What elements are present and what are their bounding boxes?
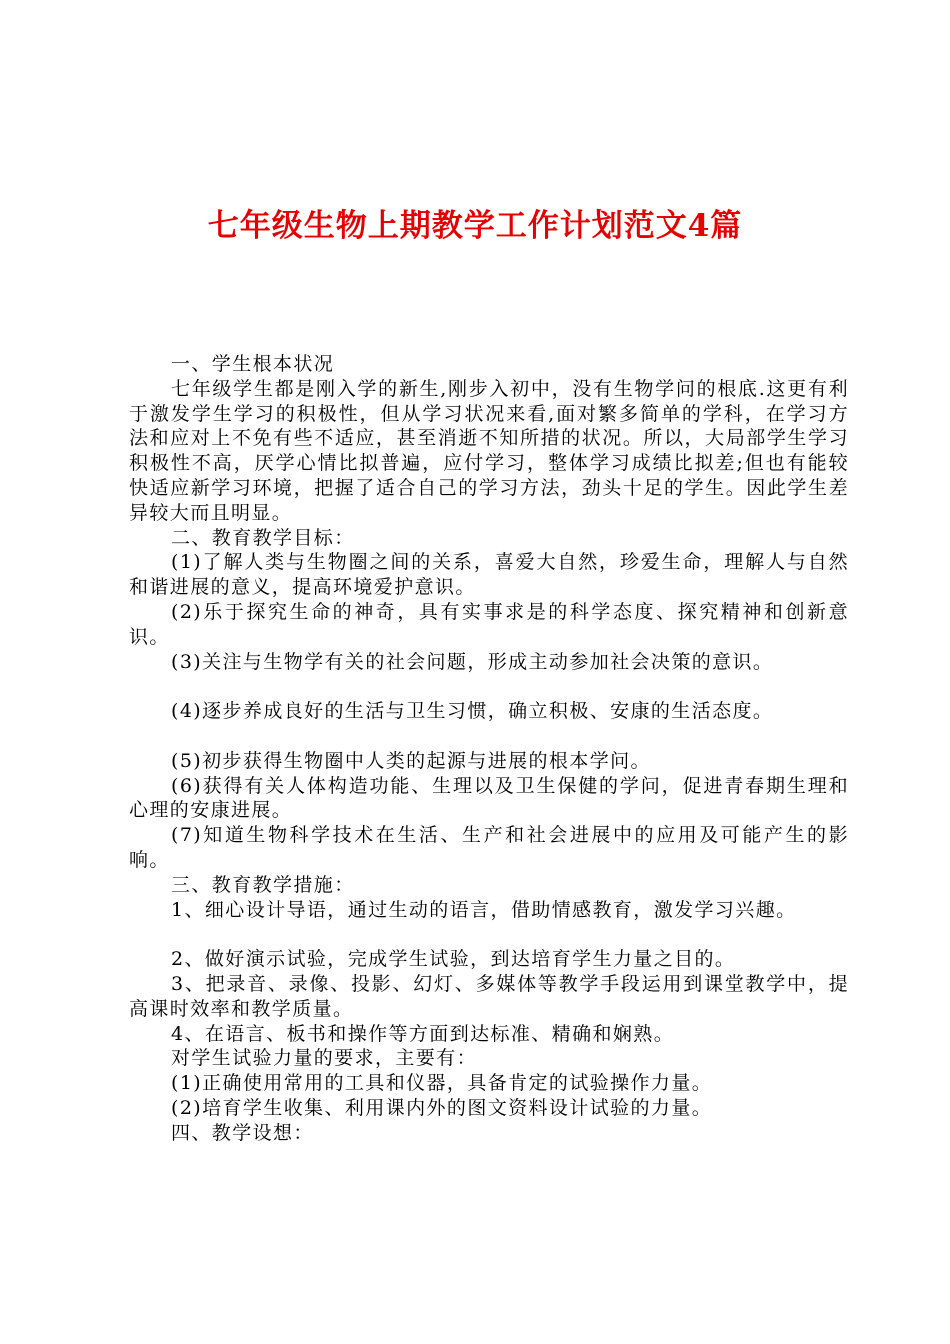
document-body (129, 352, 849, 1146)
measure-item-2: 2、做好演示试验，完成学生试验，到达培育学生力量之目的。 (171, 948, 736, 971)
goal-item-4: (4)逐步养成良好的生活与卫生习惯，确立积极、安康的生活态度。 (171, 700, 774, 723)
section-heading-teaching-ideas: 四、教学设想： (171, 1121, 314, 1144)
goal-item-5: (5)初步获得生物圈中人类的起源与进展的根本学问。 (171, 749, 651, 772)
measure-item-1: 1、细心设计导语，通过生动的语言，借助情感教育，激发学习兴趣。 (171, 898, 797, 921)
goal-item-3: (3)关注与生物学有关的社会问题，形成主动参加社会决策的意识。 (171, 650, 774, 673)
measure-item-3: 3、把录音、录像、投影、幻灯、多媒体等教学手段运用到课堂教学中，提高课时效率和教学质量。 (129, 972, 849, 1020)
paragraph-student-status: 七年级学生都是刚入学的新生,刚步入初中，没有生物学问的根底.这更有利于激发学生学习的积极性，但从学习状况来看,面对繁多简单的学科，在学习方法和应对上不免有些不适应，甚至消逝不知所措的状况。所以，大局部学生学习积极性不高，厌学心情比拟普遍，应付学习，整体学习成绩比拟差;但也有能较快适应新学习环境，把握了适合自己的学习方法，劲头十足的学生。因此学生差异较大而且明显。 (129, 377, 849, 524)
goal-item-1: (1)了解人类与生物圈之间的关系，喜爱大自然，珍爱生命，理解人与自然和谐进展的意义，提高环境爱护意识。 (129, 551, 849, 599)
goal-item-6: (6)获得有关人体构造功能、生理以及卫生保健的学问，促进青春期生理和心理的安康进展。 (129, 774, 849, 822)
requirement-item-1: (1)正确使用常用的工具和仪器，具备肯定的试验操作力量。 (171, 1072, 713, 1095)
requirement-item-2: (2)培育学生收集、利用课内外的图文资料设计试验的力量。 (171, 1096, 713, 1119)
experiment-requirements-heading: 对学生试验力量的要求，主要有： (171, 1047, 478, 1070)
section-heading-goals: 二、教育教学目标： (171, 526, 355, 549)
goal-item-7: (7)知道生物科学技术在生活、生产和社会进展中的应用及可能产生的影响。 (129, 824, 849, 871)
section-heading-measures: 三、教育教学措施： (171, 873, 355, 896)
goal-item-2: (2)乐于探究生命的神奇，具有实事求是的科学态度、探究精神和创新意识。 (129, 600, 849, 648)
document-title: 七年级生物上期教学工作计划范文4篇 (207, 208, 743, 244)
measure-item-4: 4、在语言、板书和操作等方面到达标准、精确和娴熟。 (171, 1022, 675, 1045)
section-heading-student-status: 一、学生根本状况 (171, 353, 335, 375)
